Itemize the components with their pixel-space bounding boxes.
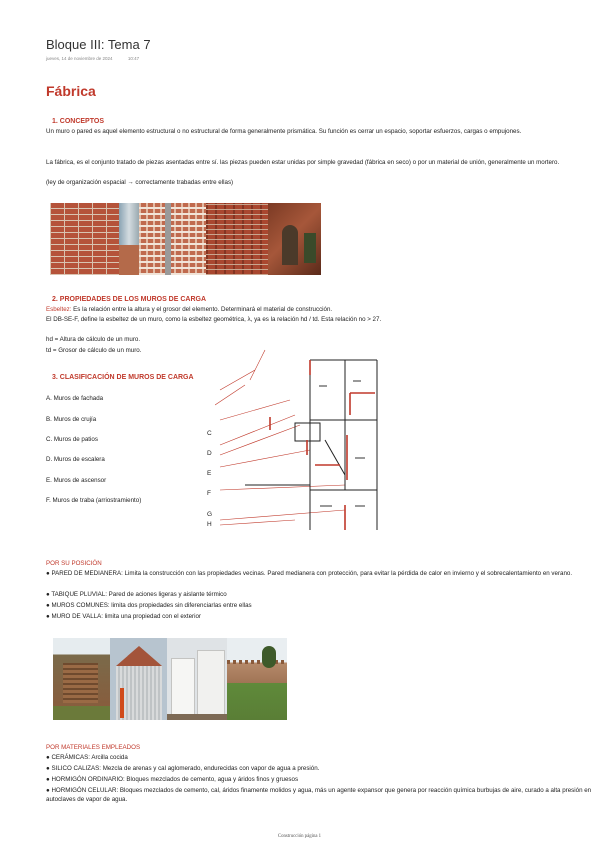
plan-room-labels — [319, 380, 365, 507]
main-heading: Fábrica — [46, 83, 96, 99]
posicion-item-text: Limita la construcción con las propiedades vecinas. Pared medianera con protección, para evitar la pérdida de calor en invierno y el sobrecalentamiento en verano. — [122, 570, 573, 577]
material-item-label: CERÁMICAS: — [51, 754, 90, 761]
posicion-item-valla: ● MURO DE VALLA: limita una propiedad con el exterior — [46, 613, 201, 620]
posicion-item-comunes: ● MUROS COMUNES: limita dos propiedades sin diferenciarlas entre ellas — [46, 602, 252, 609]
clasificacion-item-a: A. Muros de fachada — [46, 395, 104, 402]
page-time: 10:47 — [127, 56, 140, 61]
materiales-heading: POR MATERIALES EMPLEADOS — [46, 744, 141, 751]
material-item-text: Bloques mezclados de cemento, agua y áridos finos y gruesos — [124, 776, 299, 783]
conceptos-paragraph-2: La fábrica, es el conjunto tratado de piezas asentadas entre sí. las piezas pueden estar unidas por simple gravedad (fábrica en seco) o por un material de unión, generalmente un mortero. — [46, 159, 560, 166]
plan-letter-f: F — [207, 490, 211, 497]
section-conceptos-heading: 1. CONCEPTOS — [52, 118, 104, 125]
material-item-ceramicas: ● CERÁMICAS: Arcilla cocida — [46, 754, 128, 761]
material-item-text: Arcilla cocida — [89, 754, 128, 761]
esbeltez-label: Esbeltez: — [46, 306, 72, 313]
clasificacion-item-d: D. Muros de escalera — [46, 456, 105, 463]
plan-letter-d: D — [207, 450, 212, 457]
page-meta — [46, 56, 153, 61]
material-item-text: Mezcla de arenas y cal aglomerado, endurecidas con vapor de agua a presión. — [100, 765, 320, 772]
tabique-pluvial-photo — [110, 638, 167, 720]
esbeltez-line — [46, 306, 594, 315]
brick-wall-photo — [50, 203, 119, 275]
floor-plan-diagram — [215, 345, 380, 535]
posicion-heading: POR SU POSICIÓN — [46, 560, 102, 567]
muro-valla-photo — [227, 638, 287, 720]
plan-annotation-lines — [215, 350, 345, 525]
hd-definition: hd = Altura de cálculo de un muro. — [46, 336, 141, 343]
clasificacion-item-e: E. Muros de ascensor — [46, 477, 107, 484]
material-item-hormigon-ordinario: ● HORMIGÓN ORDINARIO: Bloques mezclados de cemento, agua y áridos finos y gruesos — [46, 776, 299, 783]
plan-letter-e: E — [207, 470, 212, 477]
material-item-label: SILICO CALIZAS: — [51, 765, 101, 772]
building-corner-photo — [119, 203, 139, 275]
posicion-item-pluvial: ● TABIQUE PLUVIAL: Pared de aciones ligeras y aislante térmico — [46, 591, 227, 598]
posicion-item-text: Pared de aciones ligeras y aislante térmico — [106, 591, 227, 598]
brick-facade-photo — [206, 203, 268, 275]
posicion-item-label: TABIQUE PLUVIAL: — [51, 591, 107, 598]
plan-letter-g: G — [207, 511, 213, 518]
clasificacion-item-f: F. Muros de traba (arriostramiento) — [46, 497, 142, 504]
section-propiedades-heading: 2. PROPIEDADES DE LOS MUROS DE CARGA — [52, 296, 207, 303]
material-item-hormigon-celular: ● HORMIGÓN CELULAR: Bloques mezclados de cemento, cal, áridos finamente molidos y agua, más un agente expansor que genera por reacción química burbujas de aire, curado a alta presión en autoclaves de vapor de agua. — [46, 787, 592, 803]
db-se-f-line: El DB-SE-F, define la esbeltez de un muro, como la esbeltez geométrica, λ, ya es la relación hd / td. Esta relación no > 27. — [46, 316, 382, 323]
plan-letter-c: C — [207, 430, 212, 437]
posicion-item-text: limita una propiedad con el exterior — [102, 613, 201, 620]
td-definition: td = Grosor de cálculo de un muro. — [46, 347, 142, 354]
posicion-item-medianera: ● PARED DE MEDIANERA: Limita la construcción con las propiedades vecinas. Pared medianera con protección, para evitar la pérdida de calor en invierno y el sobrecalentamiento en verano. — [46, 570, 573, 577]
page-title: Bloque III: Tema 7 — [46, 37, 151, 52]
material-item-silico-calizas: ● SILICO CALIZAS: Mezcla de arenas y cal aglomerado, endurecidas con vapor de agua a presión. — [46, 765, 320, 772]
esbeltez-text: Es la relación entre la altura y el grosor del elemento. Determinará el material de construcción. — [71, 306, 333, 313]
plan-letter-h: H — [207, 521, 212, 528]
clasificacion-item-c: C. Muros de patios — [46, 436, 98, 443]
plan-walls — [245, 360, 377, 530]
section-clasificacion-heading: 3. CLASIFICACIÓN DE MUROS DE CARGA — [52, 374, 194, 381]
page-footer: Construcción página 1 — [277, 834, 322, 839]
material-item-text: Bloques mezclados de cemento, cal, áridos finamente molidos y agua, más un agente expansor que genera por reacción química burbujas de aire, curado a alta presión en autoclaves de vapor de agua. — [46, 787, 592, 803]
page-date: jueves, 14 de noviembre de 2024 — [46, 56, 113, 61]
posicion-item-label: MUROS COMUNES: — [51, 602, 110, 609]
posicion-item-label: PARED DE MEDIANERA: — [51, 570, 123, 577]
medianera-photo — [53, 638, 110, 720]
conceptos-paragraph-1: Un muro o pared es aquel elemento estructural o no estructural de forma generalmente prismática. Su función es cerrar un espacio, soportar esfuerzos, cargas o empujones. — [46, 128, 522, 135]
material-item-label: HORMIGÓN ORDINARIO: — [51, 776, 125, 783]
clasificacion-item-b: B. Muros de crujía — [46, 416, 97, 423]
conceptos-paragraph-3: (ley de organización espacial → correctamente trabadas entre ellas) — [46, 179, 234, 186]
brick-interior-photo — [268, 203, 321, 275]
posicion-item-text: limita dos propiedades sin diferenciarlas entre ellas — [109, 602, 252, 609]
material-item-label: HORMIGÓN CELULAR: — [51, 787, 119, 794]
posicion-item-label: MURO DE VALLA: — [51, 613, 103, 620]
muros-comunes-photo — [167, 638, 227, 720]
brick-lattice-photo — [139, 203, 206, 275]
